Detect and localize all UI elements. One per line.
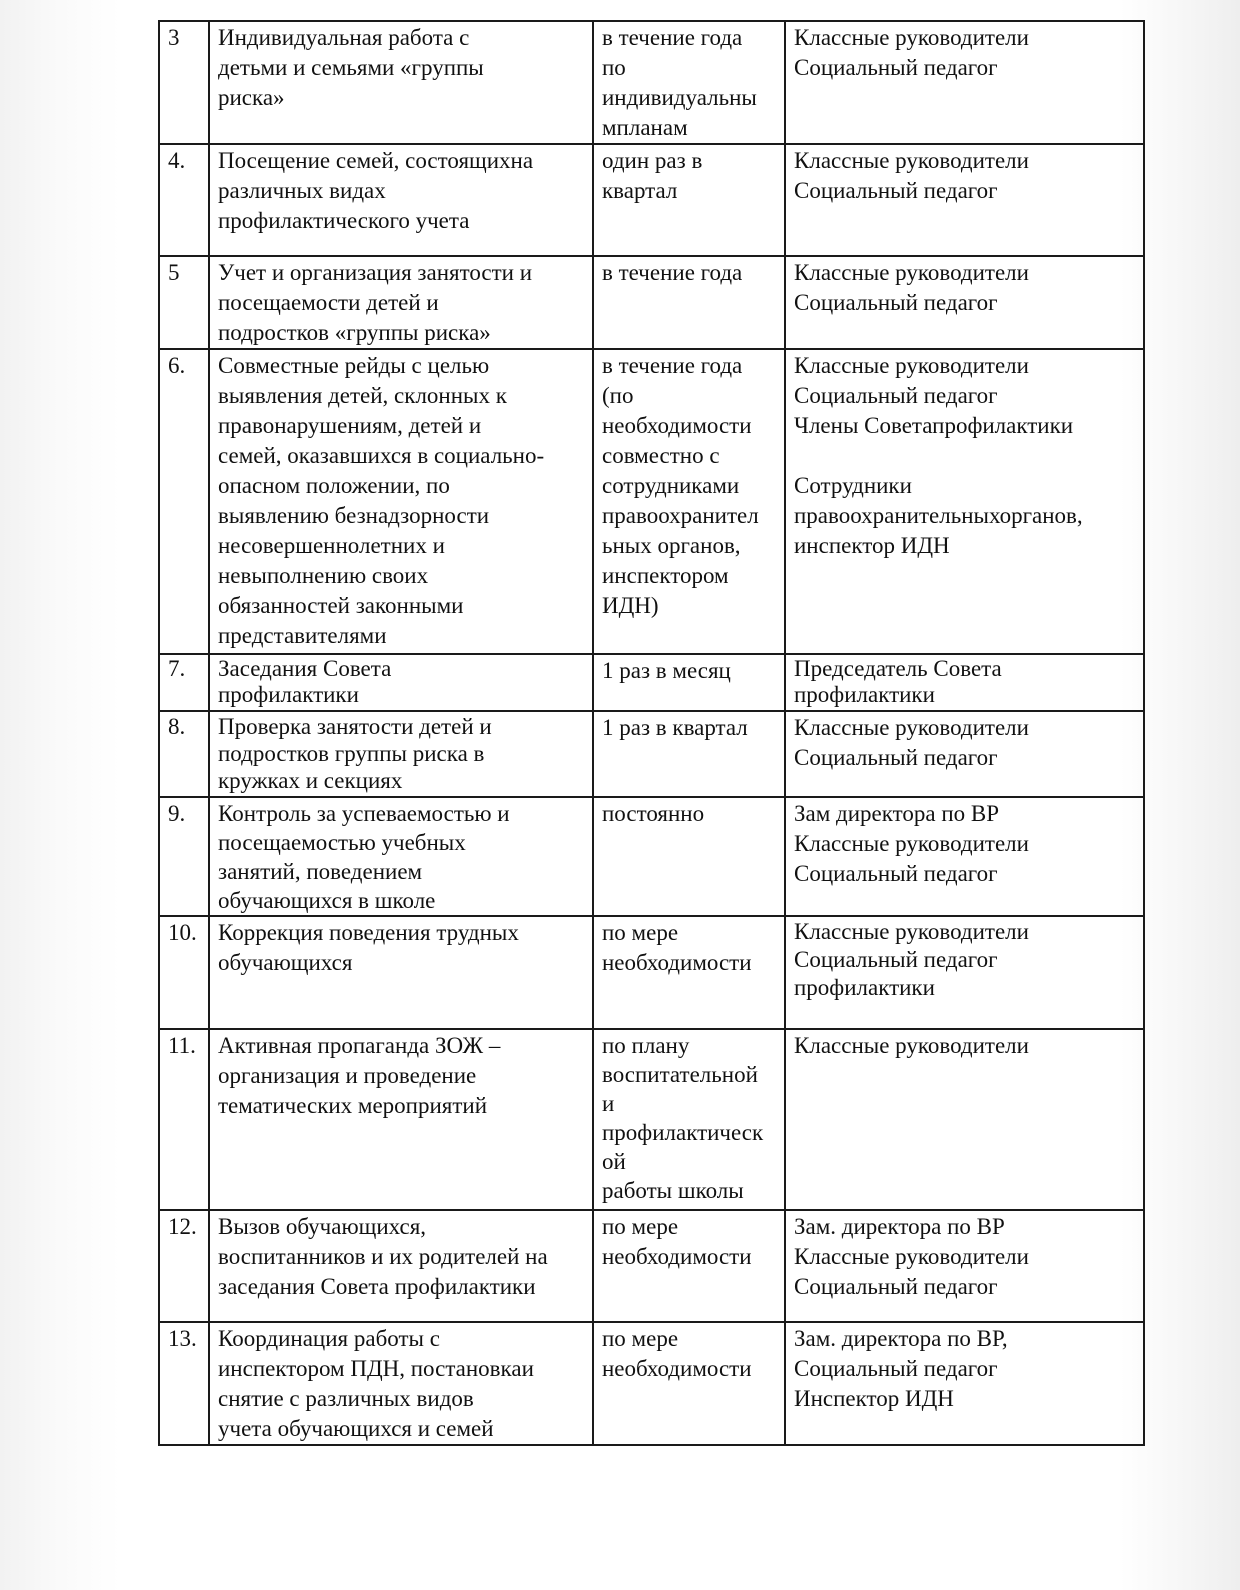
table-row [159, 256, 1144, 349]
row-number: 9. [159, 797, 209, 916]
activity-cell: Заседания Совета профилактики [209, 654, 593, 711]
row-number: 13. [159, 1322, 209, 1445]
table-row [159, 1322, 1144, 1445]
row-number: 8. [159, 711, 209, 797]
responsible-cell: Классные руководители Социальный педагог [785, 144, 1144, 256]
term-cell: 1 раз в месяц [593, 654, 785, 711]
table-row [159, 711, 1144, 797]
responsible-cell: Зам. директора по ВР, Социальный педагог Инспектор ИДН [785, 1322, 1144, 1445]
term-cell: 1 раз в квартал [593, 711, 785, 797]
table-row [159, 916, 1144, 1029]
term-cell: постоянно [593, 797, 785, 916]
responsible-cell: Классные руководители Социальный педагог [785, 256, 1144, 349]
term-cell: по мере необходимости [593, 1210, 785, 1322]
row-number: 7. [159, 654, 209, 711]
term-cell: по мере необходимости [593, 1322, 785, 1445]
table-row [159, 1029, 1144, 1210]
table-row [159, 144, 1144, 256]
responsible-cell: Зам. директора по ВР Классные руководители Социальный педагог [785, 1210, 1144, 1322]
responsible-cell: Классные руководители Социальный педагог Члены Советапрофилактики Сотрудники правоохранительныхорганов, инспектор ИДН [785, 349, 1144, 654]
term-cell: по плану воспитательной и профилактическ ой работы школы [593, 1029, 785, 1210]
responsible-cell: Классные руководители [785, 1029, 1144, 1210]
activity-cell: Коррекция поведения трудных обучающихся [209, 916, 593, 1029]
prevention-plan-table [158, 20, 1145, 1446]
table-row [159, 654, 1144, 711]
activity-cell: Посещение семей, состоящихна различных видах профилактического учета [209, 144, 593, 256]
row-number: 12. [159, 1210, 209, 1322]
activity-cell: Совместные рейды с целью выявления детей, склонных к правонарушениям, детей и семей, оказавшихся в социально- опасном положении, по выявлению безнадзорности несовершеннолетних и невыполнению своих обязанностей законными представителями [209, 349, 593, 654]
table-row [159, 349, 1144, 654]
table-row [159, 1210, 1144, 1322]
responsible-cell: Классные руководители Социальный педагог [785, 711, 1144, 797]
responsible-cell: Классные руководители Социальный педагог [785, 21, 1144, 144]
activity-cell: Учет и организация занятости и посещаемости детей и подростков «группы риска» [209, 256, 593, 349]
row-number: 4. [159, 144, 209, 256]
term-cell: в течение года (по необходимости совместно с сотрудниками правоохранител ьных органов, инспектором ИДН) [593, 349, 785, 654]
row-number: 10. [159, 916, 209, 1029]
row-number: 11. [159, 1029, 209, 1210]
activity-cell: Вызов обучающихся, воспитанников и их родителей на заседания Совета профилактики [209, 1210, 593, 1322]
responsible-cell: Зам директора по ВР Классные руководители Социальный педагог [785, 797, 1144, 916]
table-row [159, 797, 1144, 916]
row-number: 5 [159, 256, 209, 349]
responsible-cell: Председатель Совета профилактики [785, 654, 1144, 711]
row-number: 6. [159, 349, 209, 654]
activity-cell: Координация работы с инспектором ПДН, постановкаи снятие с различных видов учета обучающихся и семей [209, 1322, 593, 1445]
term-cell: в течение года по индивидуальны мпланам [593, 21, 785, 144]
row-number: 3 [159, 21, 209, 144]
term-cell: один раз в квартал [593, 144, 785, 256]
table-body [159, 21, 1144, 1445]
activity-cell: Индивидуальная работа с детьми и семьями «группы риска» [209, 21, 593, 144]
activity-cell: Активная пропаганда ЗОЖ – организация и проведение тематических мероприятий [209, 1029, 593, 1210]
responsible-cell: Классные руководители Социальный педагог профилактики [785, 916, 1144, 1029]
activity-cell: Контроль за успеваемостью и посещаемостью учебных занятий, поведением обучающихся в школе [209, 797, 593, 916]
table-row [159, 21, 1144, 144]
activity-cell: Проверка занятости детей и подростков группы риска в кружках и секциях [209, 711, 593, 797]
term-cell: в течение года [593, 256, 785, 349]
term-cell: по мере необходимости [593, 916, 785, 1029]
